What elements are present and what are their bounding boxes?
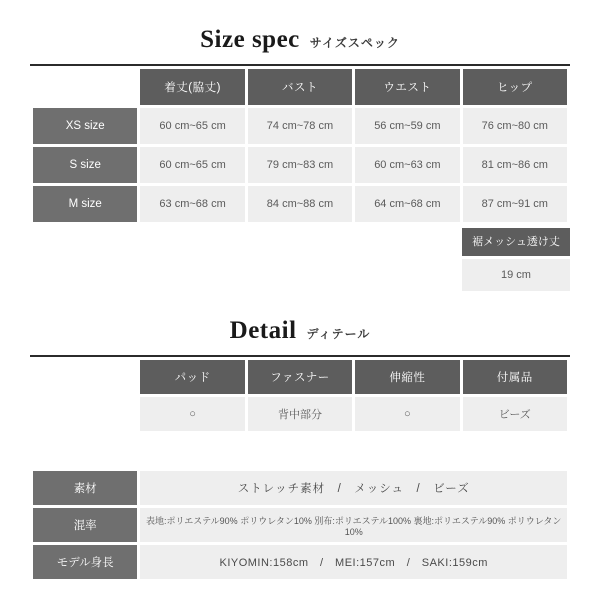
cell-s-waist: 60 cm~63 cm [355,147,459,183]
size-spec-heading [30,0,570,64]
cell-zipper-value: 背中部分 [248,397,352,431]
mesh-length-box [462,228,570,291]
detail-table [30,357,570,582]
cell-pad-value: ○ [140,397,244,431]
detail-title-en: Detail [229,317,297,344]
cell-s-hip: 81 cm~86 cm [463,147,567,183]
cell-m-length: 63 cm~68 cm [140,186,244,222]
table-row [33,508,567,542]
size-spec-table [30,66,570,225]
table-header-row [33,69,567,105]
cell-xs-bust: 74 cm~78 cm [248,108,352,144]
row-header-composition: 混率 [33,508,137,542]
cell-accessory-value: ビーズ [463,397,567,431]
table-row [33,186,567,222]
column-header-bust: バスト [248,69,352,105]
cell-stretch-value: ○ [355,397,459,431]
cell-xs-waist: 56 cm~59 cm [355,108,459,144]
column-header-pad: パッド [140,360,244,394]
column-header-hip: ヒップ [463,69,567,105]
column-header-accessory: 付属品 [463,360,567,394]
mesh-length-block [30,228,570,291]
table-row [33,108,567,144]
table-row [33,147,567,183]
column-header-stretch: 伸縮性 [355,360,459,394]
corner-cell [33,360,137,394]
detail-heading [30,291,570,355]
spacer-cell [33,434,567,468]
table-row [33,397,567,431]
column-header-zipper: ファスナー [248,360,352,394]
cell-xs-hip: 76 cm~80 cm [463,108,567,144]
size-spec-title-en: Size spec [200,26,300,53]
empty-cell [33,397,137,431]
cell-m-waist: 64 cm~68 cm [355,186,459,222]
cell-material-value: ストレッチ素材 / メッシュ / ビーズ [140,471,567,505]
cell-xs-length: 60 cm~65 cm [140,108,244,144]
mesh-length-value: 19 cm [462,259,570,291]
size-spec-title-jp: サイズスペック [309,36,400,50]
row-header-s: S size [33,147,137,183]
spacer-row [33,434,567,468]
row-header-material: 素材 [33,471,137,505]
detail-title-jp: ディテール [306,327,371,341]
table-row [33,471,567,505]
column-header-waist: ウエスト [355,69,459,105]
table-row [33,545,567,579]
cell-composition-value: 表地:ポリエステル90% ポリウレタン10% 別布:ポリエステル100% 裏地:ポリエステル90% ポリウレタン10% [140,508,567,542]
cell-model-height-value: KIYOMIN:158cm / MEI:157cm / SAKI:159cm [140,545,567,579]
table-header-row [33,360,567,394]
row-header-model-height: モデル身長 [33,545,137,579]
cell-s-length: 60 cm~65 cm [140,147,244,183]
corner-cell [33,69,137,105]
cell-s-bust: 79 cm~83 cm [248,147,352,183]
cell-m-bust: 84 cm~88 cm [248,186,352,222]
column-header-length: 着丈(脇丈) [140,69,244,105]
row-header-m: M size [33,186,137,222]
row-header-xs: XS size [33,108,137,144]
mesh-length-label: 裾メッシュ透け丈 [462,228,570,256]
cell-m-hip: 87 cm~91 cm [463,186,567,222]
